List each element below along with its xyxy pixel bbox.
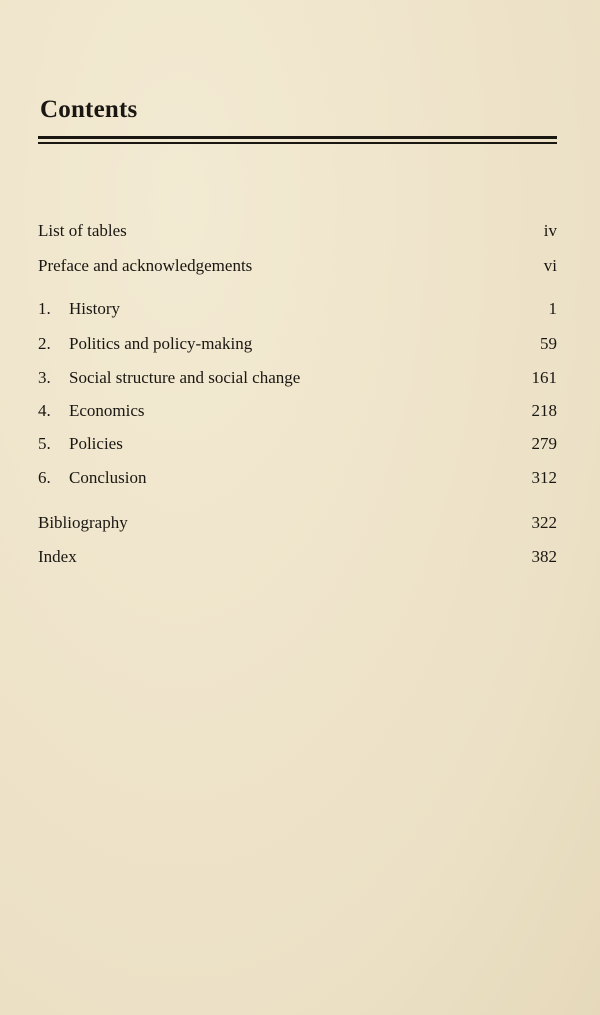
entry-page: iv	[543, 221, 557, 240]
entry-page: 161	[531, 368, 557, 387]
entry-page: 322	[531, 513, 557, 532]
entry-label: List of tables	[38, 221, 127, 240]
toc-entry-bibliography[interactable]	[38, 513, 557, 533]
toc-entry-chapter-5[interactable]	[38, 434, 557, 454]
entry-page: 279	[531, 434, 557, 453]
chapter-number: 5.	[38, 434, 51, 453]
toc-entry-list-of-tables[interactable]	[38, 221, 557, 241]
chapter-number: 2.	[38, 334, 51, 353]
toc-entry-chapter-1[interactable]	[38, 299, 557, 319]
toc-entry-chapter-2[interactable]	[38, 334, 557, 354]
entry-label: Policies	[69, 434, 123, 453]
entry-page: 218	[531, 401, 557, 420]
toc-entry-chapter-4[interactable]	[38, 401, 557, 421]
toc-entry-chapter-3[interactable]	[38, 368, 557, 388]
entry-page: 382	[531, 547, 557, 566]
page-title: Contents	[40, 96, 138, 123]
title-rule-thick	[38, 136, 557, 139]
entry-label: Politics and policy-making	[69, 334, 253, 353]
entry-label: Preface and acknowledgements	[38, 256, 253, 275]
chapter-number: 1.	[38, 299, 51, 318]
entry-label: Conclusion	[69, 468, 147, 487]
chapter-number: 4.	[38, 401, 51, 420]
entry-label: Social structure and social change	[69, 368, 301, 387]
chapter-number: 6.	[38, 468, 51, 487]
entry-label: Index	[38, 547, 77, 566]
toc-entry-chapter-6[interactable]	[38, 468, 557, 488]
title-rule-thin	[38, 142, 557, 144]
entry-page: 312	[531, 468, 557, 487]
entry-page: 59	[540, 334, 557, 353]
entry-label: Bibliography	[38, 513, 128, 532]
entry-page: 1	[548, 299, 557, 318]
toc-entry-index[interactable]	[38, 547, 557, 567]
entry-page: vi	[543, 256, 557, 275]
entry-label: History	[69, 299, 120, 318]
entry-label: Economics	[69, 401, 145, 420]
toc-entry-preface[interactable]	[38, 256, 557, 276]
chapter-number: 3.	[38, 368, 51, 387]
